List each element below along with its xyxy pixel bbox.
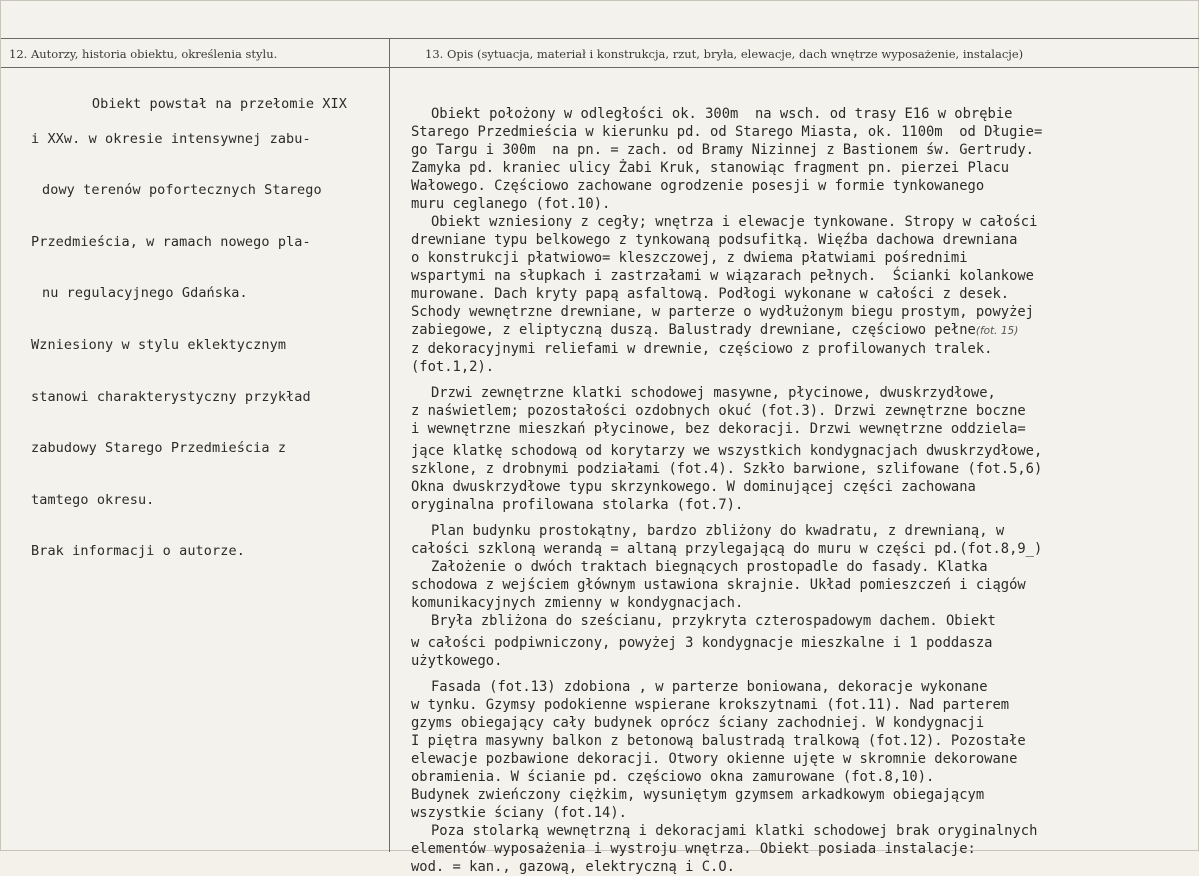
text-fragment: zabiegowe, z eliptyczną duszą. Balustrady drewniane, częściowo pełne [411,322,976,338]
text-line: murowane. Dach kryty papą asfaltową. Podłogi wykonane w całości z desek. [411,286,1010,302]
paragraph-location [411,105,1191,213]
column-divider [389,38,390,852]
text-line: wszystkie ściany (fot.14). [411,805,627,821]
text-line: I piętra masywny balkon z betonową balustradą tralkową (fot.12). Pozostałe [411,733,1026,749]
right-column-text [411,105,1191,876]
text-line: w całości podpiwniczony, powyżej 3 kondygnacje mieszkalne i 1 poddasza [411,635,993,651]
text-line: i wewnętrzne mieszkań płycinowe, bez dekoracji. Drzwi wewnętrzne oddziela= [411,421,1026,437]
text-line: wod. = kan., gazową, elektryczną i C.O. [411,859,735,875]
text-line: Wałowego. Częściowo zachowane ogrodzenie posesji w formie tynkowanego [411,178,985,194]
text-line: Drzwi zewnętrzne klatki schodowej masywne, płycinowe, dwuskrzydłowe, [431,385,996,401]
text-line: w tynku. Gzymsy podokienne wspierane krokszytnami (fot.11). Nad parterem [411,697,1010,713]
text-line: komunikacyjnych zmienny w kondygnacjach. [411,595,744,611]
text-line: Poza stolarką wewnętrzną i dekoracjami klatki schodowej brak oryginalnych [431,823,1038,839]
paragraph-plan [411,522,1191,670]
paragraph-construction [411,213,1191,376]
text-line: Założenie o dwóch traktach biegnących prostopadle do fasady. Klatka [431,559,988,575]
text-line: Zamyka pd. kraniec ulicy Żabi Kruk, stanowiąc fragment pn. pierzei Placu [411,160,1010,176]
text-line: wspartymi na słupkach i zastrzałami w wiązarach pełnych. Ścianki kolankowe [411,268,1034,284]
left-line: nu regulacyjnego Gdańska. [42,285,248,302]
header-rule [1,67,1199,68]
left-line: zabudowy Starego Przedmieścia z [31,440,287,457]
text-line: elewacje pozbawione dekoracji. Otwory okienne ujęte w skromnie dekorowane [411,751,1018,767]
text-line: użytkowego. [411,653,503,669]
text-line: obramienia. W ścianie pd. częściowo okna zamurowane (fot.8,10). [411,769,935,785]
text-line: gzyms obiegający cały budynek oprócz ściany zachodniej. W kondygnacji [411,715,985,731]
text-line: Obiekt położony w odległości ok. 300m na wsch. od trasy E16 w obrębie [431,106,1013,122]
text-line: Budynek zwieńczony ciężkim, wysuniętym gzymsem arkadkowym obiegającym [411,787,985,803]
text-line: Bryła zbliżona do sześcianu, przykryta czterospadowym dachem. Obiekt [431,613,996,629]
paragraph-doors-windows [411,384,1191,514]
left-line: tamtego okresu. [31,491,155,508]
left-line: Przedmieścia, w ramach nowego pla- [31,233,311,250]
text-line: całości szkloną werandą = altaną przylegającą do muru w części pd.(fot.8,9_) [411,541,1043,557]
text-line: jące klatkę schodową od korytarzy we wszystkich kondygnacjach dwuskrzydłowe, [411,443,1043,459]
left-line: i XXw. w okresie intensywnej zabu- [31,130,311,147]
text-line: Schody wewnętrzne drewniane, w parterze o wydłużonym biegu prostym, powyżej [411,304,1034,320]
left-line: dowy terenów pofortecznych Starego [42,182,322,199]
right-column-header: 13. Opis (sytuacja, materiał i konstrukcja, rzut, bryła, elewacje, dach wnętrze wyposażenie, instalacje) [425,47,1024,61]
text-line: Okna dwuskrzydłowe typu skrzynkowego. W dominującej części zachowana [411,479,976,495]
text-line: (fot.1,2). [411,359,495,375]
text-line: szklone, z drobnymi podziałami (fot.4). Szkło barwione, szlifowane (fot.5,6) [411,461,1043,477]
left-column-header: 12. Autorzy, historia obiektu, określenia stylu. [9,47,278,61]
text-line [411,321,1191,340]
text-line: schodowa z wejściem głównym ustawiona skrajnie. Układ pomieszczeń i ciągów [411,577,1026,593]
left-line: Obiekt powstał na przełomie XIX [91,96,347,113]
text-line: elementów wyposażenia i wystroju wnętrza. Obiekt posiada instalacje: [411,841,976,857]
text-line: Obiekt wzniesiony z cegły; wnętrza i elewacje tynkowane. Stropy w całości [431,214,1038,230]
text-line: oryginalna profilowana stolarka (fot.7). [411,497,744,513]
top-rule [1,38,1199,39]
left-line: Wzniesiony w stylu eklektycznym [31,337,287,354]
left-column-text [31,79,381,595]
text-line: Starego Przedmieścia w kierunku pd. od Starego Miasta, ok. 1100m od Długie= [411,124,1043,140]
handwritten-note: (fot. 15) [975,325,1019,337]
text-line: o konstrukcji płatwiowo= kleszczowej, z dwiema płatwiami pośrednimi [411,250,968,266]
text-line: Fasada (fot.13) zdobiona , w parterze boniowana, dekoracje wykonane [431,679,988,695]
text-line: Plan budynku prostokątny, bardzo zbliżony do kwadratu, z drewnianą, w [431,523,1005,539]
left-line: stanowi charakterystyczny przykład [31,388,311,405]
text-line: drewniane typu belkowego z tynkowaną podsufitką. Więźba dachowa drewniana [411,232,1018,248]
left-line: Brak informacji o autorze. [31,543,245,560]
text-line: go Targu i 300m na pn. = zach. od Bramy Nizinnej z Bastionem św. Gertrudy. [411,142,1034,158]
text-line: z dekoracyjnymi reliefami w drewnie, częściowo z profilowanych tralek. [411,341,993,357]
text-line: muru ceglanego (fot.10). [411,196,611,212]
text-line: z naświetlem; pozostałości ozdobnych okuć (fot.3). Drzwi zewnętrzne boczne [411,403,1026,419]
paragraph-facade [411,678,1191,876]
